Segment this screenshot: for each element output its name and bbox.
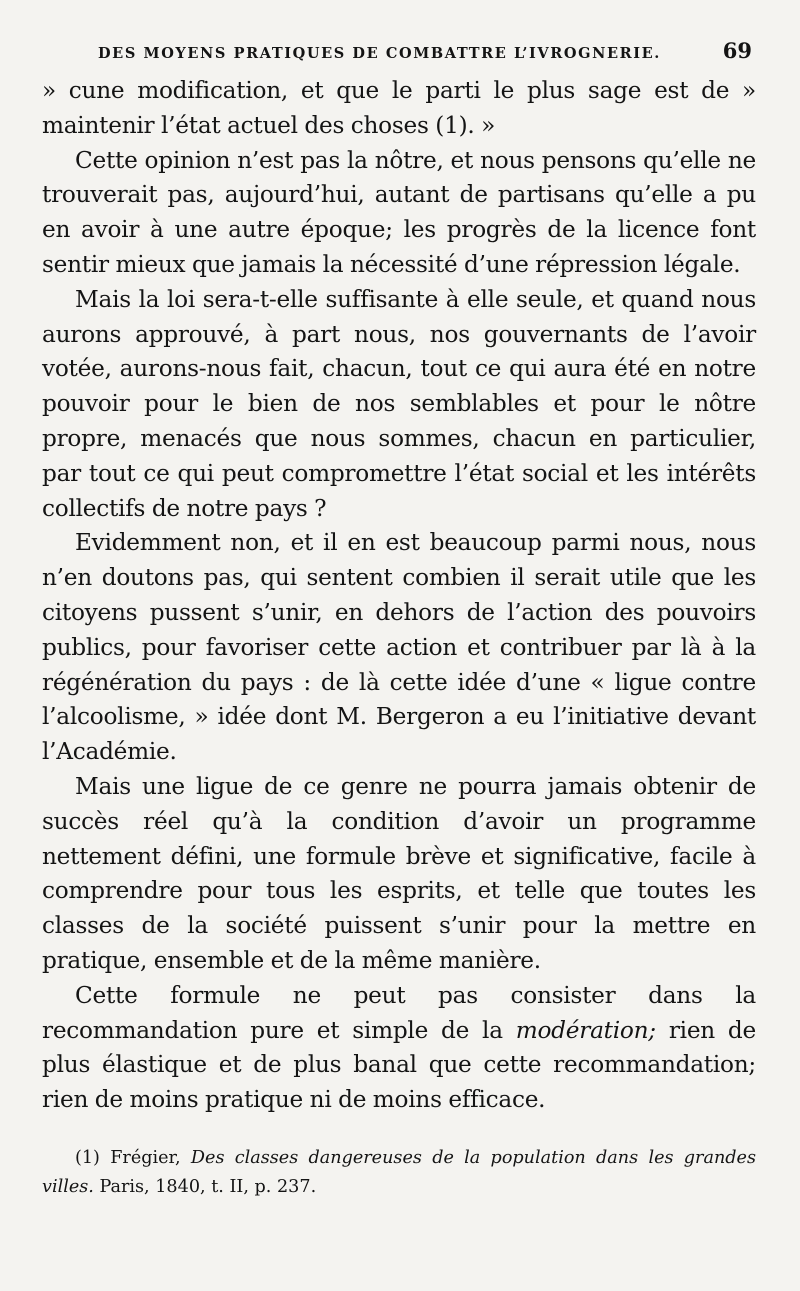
paragraph: Cette opinion n’est pas la nôtre, et nous pensons qu’elle ne trouverait pas, aujourd’hui, autant de partisans qu’elle a pu en avoir à une autre époque; les progrès de la licence font sentir mieux que jamais la nécessité d’une répression légale. [42,146,756,278]
paragraph: Mais une ligue de ce genre ne pourra jamais obtenir de succès réel qu’à la condition d’avoir un programme nettement défini, une formule brève et significative, facile à comprendre pour tous les esprits, et telle que toutes les classes de la société puissent s’unir pour la mettre en pratique, ensemble et de la même manière. [42,772,756,974]
paragraph-text: rien de plus élastique et de plus banal que cette recommandation; rien de moins pratique ni de moins efficace. [42,1016,756,1114]
emphasized-word: modération; [515,1016,656,1044]
paragraph [42,979,756,1118]
page-header [42,32,756,66]
footnote [42,1144,756,1202]
paragraph: Mais la loi sera-t-elle suffisante à elle seule, et quand nous aurons approuvé, à part nous, nos gouvernants de l’avoir votée, aurons-nous fait, chacun, tout ce qui aura été en notre pouvoir pour le bien de nos semblables et pour le nôtre propre, menacés que nous sommes, chacun en particulier, par tout ce qui peut compromettre l’état social et les intérêts collectifs de notre pays ? [42,285,756,522]
paragraph: Evidemment non, et il en est beaucoup parmi nous, nous n’en doutons pas, qui sentent combien il serait utile que les citoyens pussent s’unir, en dehors de l’action des pouvoirs publics, pour favoriser cette action et contribuer par là à la régénération du pays : de là cette idée d’une « ligue contre l’alcoolisme, » idée dont M. Bergeron a eu l’initiative devant l’Académie. [42,529,756,766]
body-text [42,74,756,1118]
page-number: 69 [722,38,752,63]
footnote-text [42,1144,756,1202]
paragraph-quote-continuation: » cune modification, et que le parti le plus sage est de » maintenir l’état actuel des choses (1). » [42,77,756,139]
footnote-title: Des classes dangereuses de la population dans les grandes villes. [42,1147,756,1197]
running-title: DES MOYENS PRATIQUES DE COMBATTRE L’IVROGNERIE. [98,45,661,62]
footnote-marker: (1) [75,1147,100,1168]
footnote-publication: Paris, 1840, t. II, p. 237. [99,1176,317,1197]
paragraph-text: Cette formule ne peut pas consister dans la recommandation pure et simple de la [42,981,756,1044]
footnote-author: Frégier, [110,1147,181,1168]
